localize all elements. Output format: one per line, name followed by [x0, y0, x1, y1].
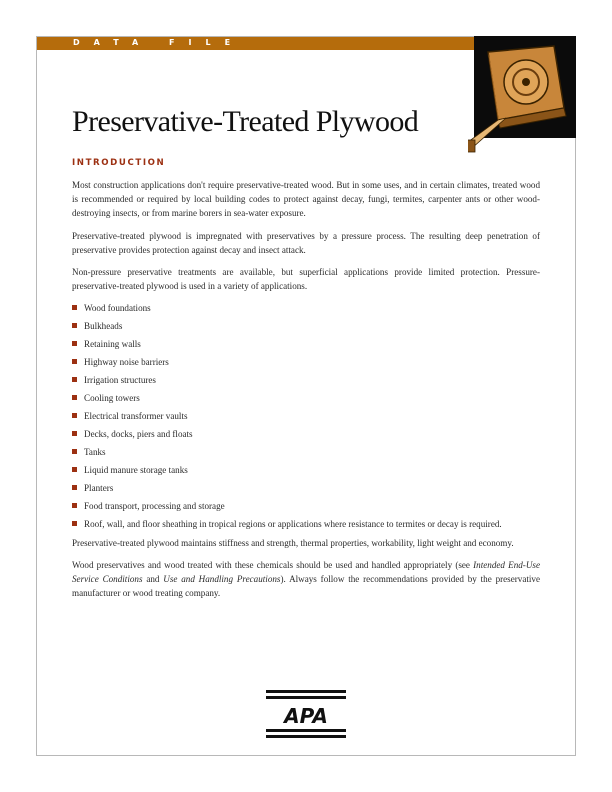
bullet-square-icon	[72, 521, 77, 526]
body-content	[72, 178, 540, 608]
list-item: Highway noise barriers	[72, 355, 540, 369]
bullet-square-icon	[72, 485, 77, 490]
bullet-square-icon	[72, 305, 77, 310]
list-item: Electrical transformer vaults	[72, 409, 540, 423]
list-item: Food transport, processing and storage	[72, 499, 540, 513]
list-item: Tanks	[72, 445, 540, 459]
bullet-square-icon	[72, 413, 77, 418]
intro-paragraph: Non-pressure preservative treatments are available, but superficial applications provide limited protection. Pressure-preservative-treated plywood is used in a variety of applications.	[72, 267, 540, 292]
intro-paragraph: Preservative-treated plywood is impregnated with preservatives by a pressure process. The resulting deep penetration of preservative provides protection against decay and insect attack.	[72, 230, 540, 255]
list-item: Liquid manure storage tanks	[72, 463, 540, 477]
applications-list	[72, 301, 540, 531]
tape-measure-icon	[468, 36, 576, 156]
list-item: Bulkheads	[72, 319, 540, 333]
list-item: Decks, docks, piers and floats	[72, 427, 540, 441]
list-item: Irrigation structures	[72, 373, 540, 387]
list-item: Roof, wall, and floor sheathing in tropical regions or applications where resistance to termites or decay is required.	[72, 517, 540, 531]
list-item: Wood foundations	[72, 301, 540, 315]
header-band-label: DATA FILE	[73, 38, 245, 47]
closing-paragraph: Preservative-treated plywood maintains stiffness and strength, thermal properties, workability, light weight and economy.	[72, 537, 514, 548]
bullet-square-icon	[72, 323, 77, 328]
list-item: Planters	[72, 481, 540, 495]
bullet-square-icon	[72, 395, 77, 400]
intro-paragraph: Most construction applications don't require preservative-treated wood. But in some uses, and in certain climates, treated wood is recommended or required by local building codes to protect against decay, fungi, termites, carpenter ants or other wood-destroying insects, or from marine borers in sea-water exposure.	[72, 180, 540, 219]
closing-paragraph: Wood preservatives and wood treated with these chemicals should be used and handled appropriately (see Intended End-Use Service Conditions and Use and Handling Precautions). Always follow the recommendations provided by the preservative manufacturer or wood treating company.	[72, 559, 540, 599]
bullet-square-icon	[72, 431, 77, 436]
bullet-square-icon	[72, 359, 77, 364]
apa-logo	[266, 690, 346, 738]
section-heading-introduction: INTRODUCTION	[72, 158, 166, 168]
list-item: Retaining walls	[72, 337, 540, 351]
bullet-square-icon	[72, 341, 77, 346]
bullet-square-icon	[72, 449, 77, 454]
apa-logo-text: APA	[284, 704, 328, 728]
bullet-square-icon	[72, 503, 77, 508]
bullet-square-icon	[72, 377, 77, 382]
list-item: Cooling towers	[72, 391, 540, 405]
bullet-square-icon	[72, 467, 77, 472]
header-band	[37, 37, 477, 50]
page-title: Preservative-Treated Plywood	[72, 105, 419, 138]
